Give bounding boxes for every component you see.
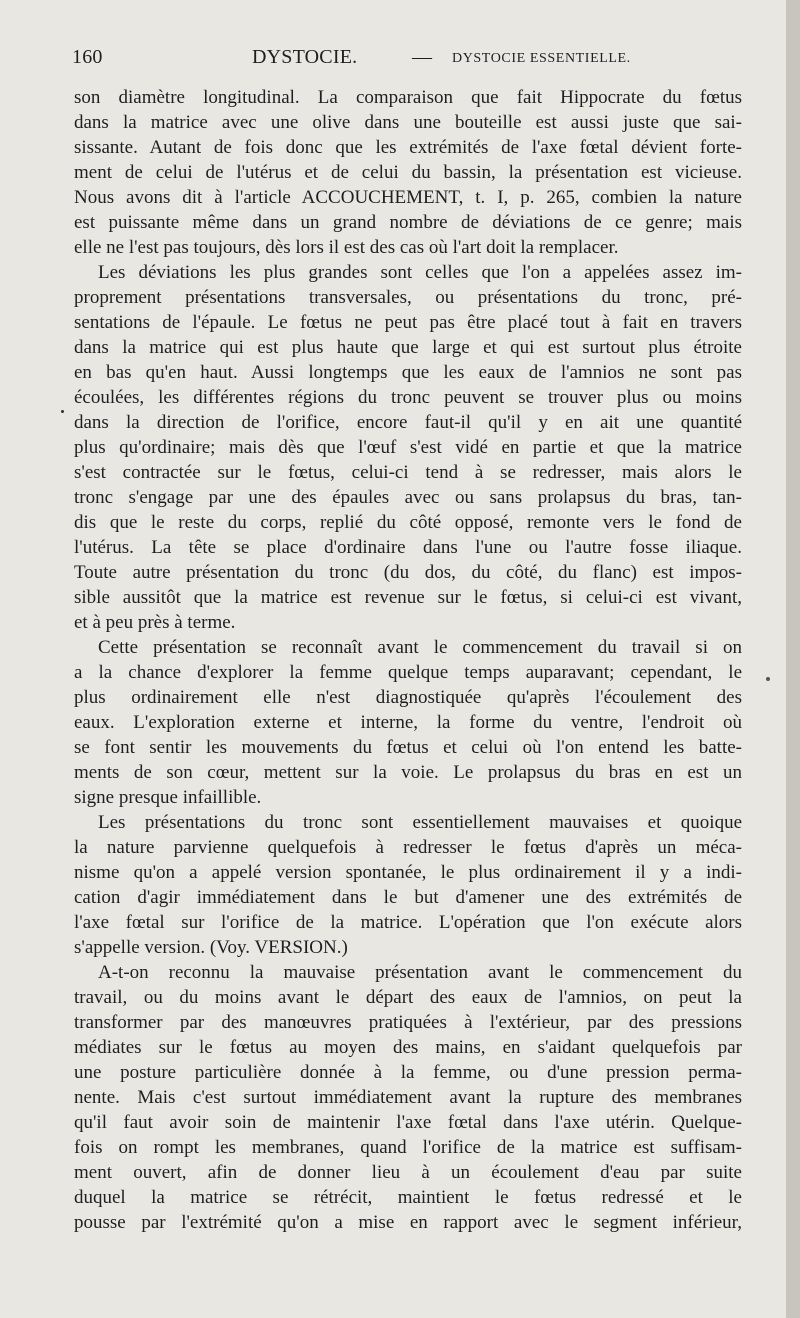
text-line: eaux. L'exploration externe et interne, la forme du ventre, l'endroit où (74, 712, 742, 733)
text-line: s'appelle version. (Voy. VERSION.) (74, 937, 348, 958)
text-line: plus ordinairement elle n'est diagnostiquée qu'après l'écoulement des (74, 687, 742, 708)
text-line: ment de celui de l'utérus et de celui du bassin, la présentation est vicieuse. (74, 162, 742, 183)
body-text (74, 85, 742, 1235)
text-line: a la chance d'explorer la femme quelque temps auparavant; cependant, le (74, 662, 742, 683)
text-line: nente. Mais c'est surtout immédiatement avant la rupture des membranes (74, 1087, 742, 1108)
text-line: sentations de l'épaule. Le fœtus ne peut pas être placé tout à fait en travers (74, 312, 742, 333)
text-line: Nous avons dit à l'article ACCOUCHEMENT, t. I, p. 265, combien la nature (74, 187, 742, 208)
header-dash: — (412, 46, 433, 68)
text-line: écoulées, les différentes régions du tronc peuvent se trouver plus ou moins (74, 387, 742, 408)
text-line: sible aussitôt que la matrice est revenue sur le fœtus, si celui-ci est vivant, (74, 587, 742, 608)
text-line: signe presque infaillible. (74, 787, 262, 808)
text-line: dis que le reste du corps, replié du côté opposé, remonte vers le fond de (74, 512, 742, 533)
text-line: pousse par l'extrémité qu'on a mise en rapport avec le segment inférieur, (74, 1212, 742, 1233)
text-line: son diamètre longitudinal. La comparaison que fait Hippocrate du fœtus (74, 87, 742, 108)
text-line: l'axe fœtal sur l'orifice de la matrice. L'opération que l'on exécute alors (74, 912, 742, 933)
text-line: dans la matrice qui est plus haute que large et qui est surtout plus étroite (74, 337, 742, 358)
text-line: Les présentations du tronc sont essentiellement mauvaises et quoique (98, 812, 742, 833)
text-line: elle ne l'est pas toujours, dès lors il est des cas où l'art doit la remplacer. (74, 237, 619, 258)
text-line: dans la direction de l'orifice, encore faut-il qu'il y en ait une quantité (74, 412, 742, 433)
text-line: et à peu près à terme. (74, 612, 236, 633)
text-line: dans la matrice avec une olive dans une bouteille est aussi juste que sai- (74, 112, 742, 133)
text-line: ment ouvert, afin de donner lieu à un écoulement d'eau par suite (74, 1162, 742, 1183)
page-edge (786, 0, 800, 1318)
text-line: A-t-on reconnu la mauvaise présentation avant le commencement du (98, 962, 742, 983)
text-line: qu'il faut avoir soin de maintenir l'axe fœtal dans l'axe utérin. Quelque- (74, 1112, 742, 1133)
text-line: tronc s'engage par une des épaules avec ou sans prolapsus du bras, tan- (74, 487, 742, 508)
text-line: en bas qu'en haut. Aussi longtemps que les eaux de l'amnios ne sont pas (74, 362, 742, 383)
text-line: est puissante même dans un grand nombre de déviations de ce genre; mais (74, 212, 742, 233)
text-line: Toute autre présentation du tronc (du dos, du côté, du flanc) est impos- (74, 562, 742, 583)
text-line: transformer par des manœuvres pratiquées à l'extérieur, par des pressions (74, 1012, 742, 1033)
text-line: duquel la matrice se rétrécit, maintient le fœtus redressé et le (74, 1187, 742, 1208)
text-line: plus qu'ordinaire; mais dès que l'œuf s'est vidé en partie et que la matrice (74, 437, 742, 458)
text-line: s'est contractée sur le fœtus, celui-ci tend à se redresser, mais alors le (74, 462, 742, 483)
text-line: cation d'agir immédiatement dans le but d'amener une des extrémités de (74, 887, 742, 908)
text-line: nisme qu'on a appelé version spontanée, le plus ordinairement il y a indi- (74, 862, 742, 883)
text-line: Les déviations les plus grandes sont celles que l'on a appelées assez im- (98, 262, 742, 283)
paper-spot (766, 677, 770, 681)
text-line: médiates sur le fœtus au moyen des mains, en s'aidant quelquefois par (74, 1037, 742, 1058)
running-header (72, 46, 762, 76)
text-line: travail, ou du moins avant le départ des eaux de l'amnios, on peut la (74, 987, 742, 1008)
text-line: Cette présentation se reconnaît avant le commencement du travail si on (98, 637, 742, 658)
margin-dot-mark (61, 410, 64, 413)
text-line: la nature parvienne quelquefois à redresser le fœtus d'après un méca- (74, 837, 742, 858)
text-line: se font sentir les mouvements du fœtus et celui où l'on entend les batte- (74, 737, 742, 758)
page-number: 160 (72, 46, 103, 68)
text-line: sissante. Autant de fois donc que les extrémités de l'axe fœtal dévient forte- (74, 137, 742, 158)
text-line: l'utérus. La tête se place d'ordinaire dans l'une ou l'autre fosse iliaque. (74, 537, 742, 558)
text-line: proprement présentations transversales, ou présentations du tronc, pré- (74, 287, 742, 308)
running-subtitle: DYSTOCIE ESSENTIELLE. (452, 51, 631, 66)
text-line: une posture particulière donnée à la femme, ou d'une pression perma- (74, 1062, 742, 1083)
text-line: ments de son cœur, mettent sur la voie. Le prolapsus du bras en est un (74, 762, 742, 783)
running-title: DYSTOCIE. (252, 46, 358, 68)
text-line: fois on rompt les membranes, quand l'orifice de la matrice est suffisam- (74, 1137, 742, 1158)
